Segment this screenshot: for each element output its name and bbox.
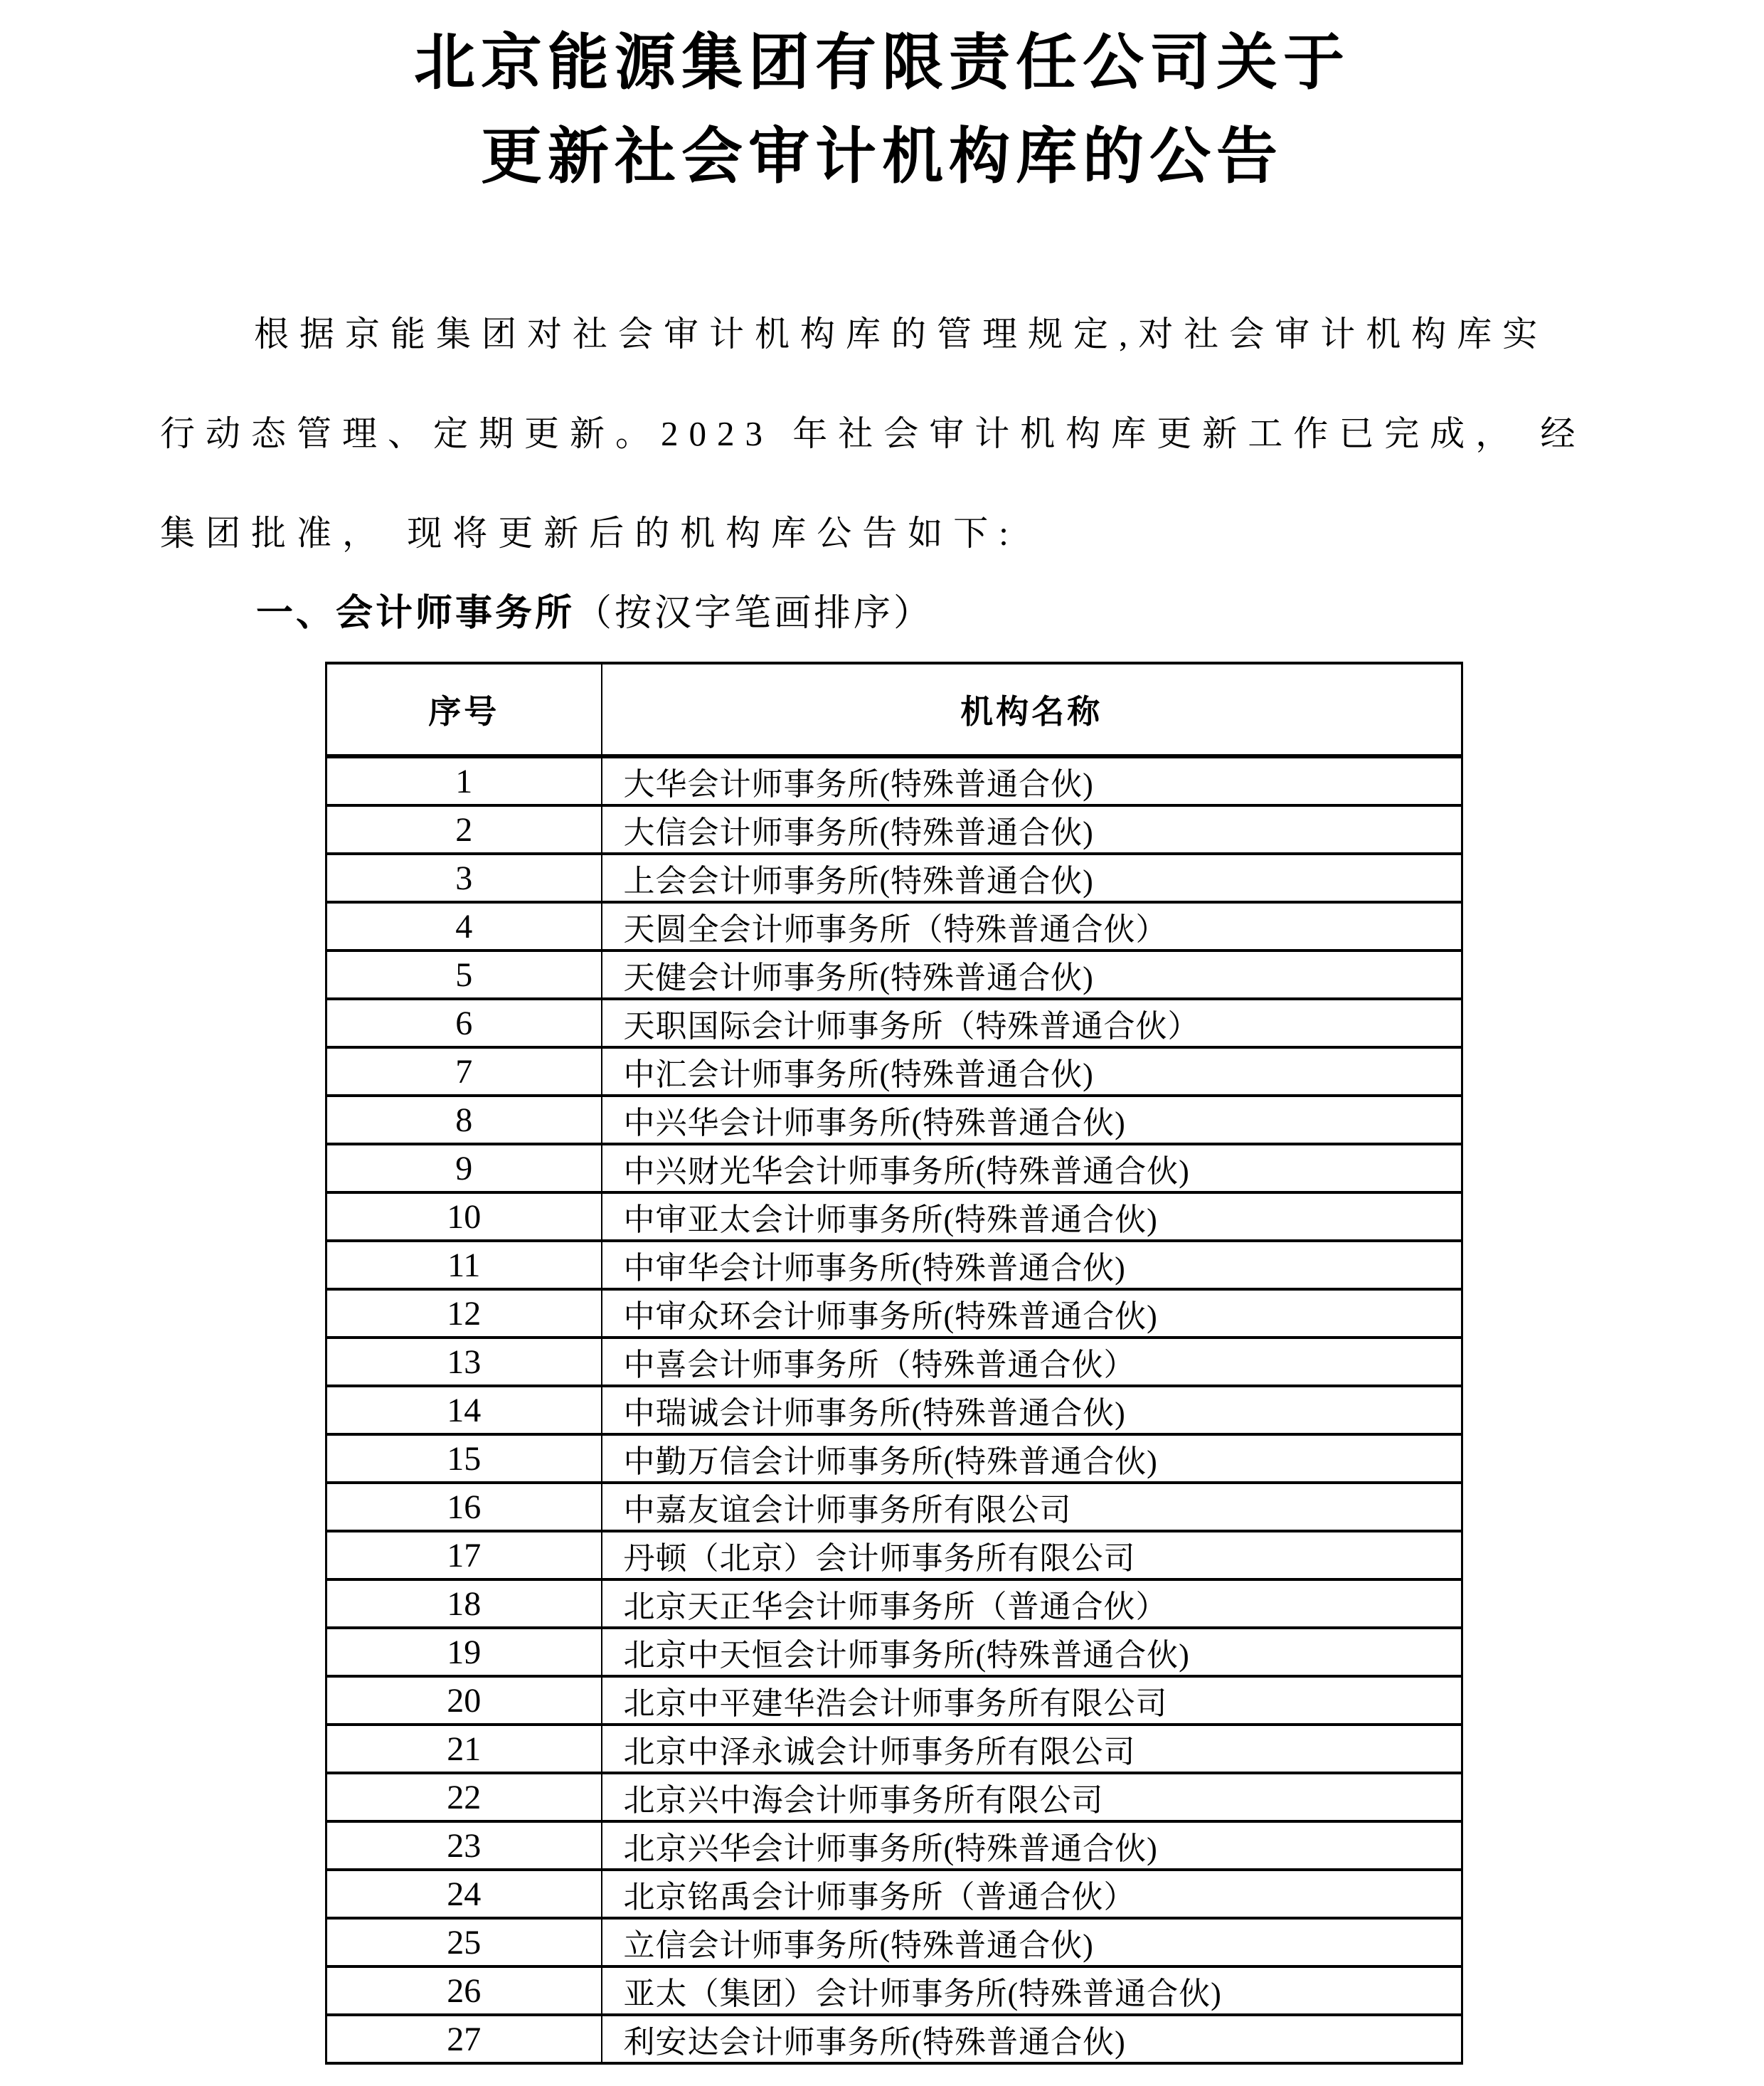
row-number-cell: 1 — [326, 756, 602, 805]
org-name-cell: 中喜会计师事务所（特殊普通合伙） — [602, 1338, 1462, 1386]
section-heading-note: （按汉字笔画排序） — [575, 593, 934, 634]
row-number-cell: 2 — [326, 805, 602, 854]
table-row — [326, 1628, 1462, 1676]
row-number-cell: 22 — [326, 1773, 602, 1821]
table-row — [326, 1192, 1462, 1241]
row-number-cell: 3 — [326, 854, 602, 902]
org-name-cell: 大华会计师事务所(特殊普通合伙) — [602, 756, 1462, 805]
table-row — [326, 999, 1462, 1047]
org-name-cell: 北京中平建华浩会计师事务所有限公司 — [602, 1676, 1462, 1725]
document-title — [0, 16, 1764, 203]
row-number-cell: 14 — [326, 1386, 602, 1434]
section-heading-title: 一、会计师事务所 — [256, 593, 575, 634]
intro-paragraph-line-2: 行动态管理、定期更新。2023 年社会审计机构库更新工作已完成， 经 — [160, 414, 1586, 453]
table-row — [326, 1966, 1462, 2015]
org-name-cell: 中审华会计师事务所(特殊普通合伙) — [602, 1241, 1462, 1289]
row-number-cell: 26 — [326, 1966, 602, 2015]
row-number-cell: 10 — [326, 1192, 602, 1241]
org-name-cell: 天职国际会计师事务所（特殊普通合伙） — [602, 999, 1462, 1047]
intro-paragraph-line-1: 根据京能集团对社会审计机构库的管理规定,对社会审计机构库实 — [254, 314, 1548, 354]
org-name-cell: 利安达会计师事务所(特殊普通合伙) — [602, 2015, 1462, 2063]
org-name-cell: 北京天正华会计师事务所（普通合伙） — [602, 1579, 1462, 1628]
org-name-cell: 北京兴中海会计师事务所有限公司 — [602, 1773, 1462, 1821]
document-title-line-2: 更新社会审计机构库的公告 — [481, 122, 1283, 191]
intro-paragraph — [160, 285, 1625, 583]
org-name-cell: 中汇会计师事务所(特殊普通合伙) — [602, 1047, 1462, 1096]
row-number-cell: 15 — [326, 1434, 602, 1483]
table-row — [326, 1531, 1462, 1579]
table-row — [326, 1096, 1462, 1144]
row-number-cell: 18 — [326, 1579, 602, 1628]
row-number-cell: 25 — [326, 1918, 602, 1966]
audit-firms-table — [325, 662, 1463, 2065]
org-name-cell: 天健会计师事务所(特殊普通合伙) — [602, 951, 1462, 999]
org-name-cell: 亚太（集团）会计师事务所(特殊普通合伙) — [602, 1966, 1462, 2015]
org-name-cell: 丹顿（北京）会计师事务所有限公司 — [602, 1531, 1462, 1579]
table-row — [326, 1047, 1462, 1096]
intro-paragraph-line-3: 集团批准， 现将更新后的机构库公告如下: — [160, 514, 1019, 553]
row-number-cell: 4 — [326, 902, 602, 951]
org-name-cell: 北京兴华会计师事务所(特殊普通合伙) — [602, 1821, 1462, 1870]
table-row — [326, 805, 1462, 854]
table-row — [326, 1386, 1462, 1434]
org-name-cell: 中瑞诚会计师事务所(特殊普通合伙) — [602, 1386, 1462, 1434]
org-name-cell: 上会会计师事务所(特殊普通合伙) — [602, 854, 1462, 902]
table-row — [326, 1483, 1462, 1531]
table-row — [326, 756, 1462, 805]
header-cell-seq-no: 序号 — [326, 663, 602, 756]
table-row — [326, 902, 1462, 951]
org-name-cell: 北京中天恒会计师事务所(特殊普通合伙) — [602, 1628, 1462, 1676]
table-row — [326, 1821, 1462, 1870]
document-title-line-1: 北京能源集团有限责任公司关于 — [414, 28, 1350, 97]
row-number-cell: 24 — [326, 1870, 602, 1918]
table-row — [326, 1241, 1462, 1289]
org-name-cell: 中审亚太会计师事务所(特殊普通合伙) — [602, 1192, 1462, 1241]
row-number-cell: 5 — [326, 951, 602, 999]
row-number-cell: 6 — [326, 999, 602, 1047]
section-heading — [256, 588, 933, 640]
table-body — [326, 756, 1462, 2063]
table-row — [326, 854, 1462, 902]
row-number-cell: 13 — [326, 1338, 602, 1386]
table-row — [326, 951, 1462, 999]
table-row — [326, 1144, 1462, 1192]
org-name-cell: 大信会计师事务所(特殊普通合伙) — [602, 805, 1462, 854]
row-number-cell: 12 — [326, 1289, 602, 1338]
row-number-cell: 19 — [326, 1628, 602, 1676]
org-name-cell: 中审众环会计师事务所(特殊普通合伙) — [602, 1289, 1462, 1338]
org-name-cell: 中兴财光华会计师事务所(特殊普通合伙) — [602, 1144, 1462, 1192]
row-number-cell: 11 — [326, 1241, 602, 1289]
table-header-row — [326, 663, 1462, 756]
row-number-cell: 23 — [326, 1821, 602, 1870]
org-name-cell: 立信会计师事务所(特殊普通合伙) — [602, 1918, 1462, 1966]
org-name-cell: 中嘉友谊会计师事务所有限公司 — [602, 1483, 1462, 1531]
table-row — [326, 1338, 1462, 1386]
table-row — [326, 1870, 1462, 1918]
row-number-cell: 27 — [326, 2015, 602, 2063]
table-row — [326, 1676, 1462, 1725]
row-number-cell: 20 — [326, 1676, 602, 1725]
row-number-cell: 17 — [326, 1531, 602, 1579]
row-number-cell: 8 — [326, 1096, 602, 1144]
org-name-cell: 北京铭禹会计师事务所（普通合伙） — [602, 1870, 1462, 1918]
table-row — [326, 1725, 1462, 1773]
table-row — [326, 1773, 1462, 1821]
table-row — [326, 1289, 1462, 1338]
row-number-cell: 21 — [326, 1725, 602, 1773]
row-number-cell: 9 — [326, 1144, 602, 1192]
org-name-cell: 天圆全会计师事务所（特殊普通合伙） — [602, 902, 1462, 951]
table-row — [326, 1434, 1462, 1483]
table-row — [326, 2015, 1462, 2063]
table-row — [326, 1918, 1462, 1966]
org-name-cell: 中勤万信会计师事务所(特殊普通合伙) — [602, 1434, 1462, 1483]
org-name-cell: 中兴华会计师事务所(特殊普通合伙) — [602, 1096, 1462, 1144]
table-row — [326, 1579, 1462, 1628]
header-cell-org-name: 机构名称 — [602, 663, 1462, 756]
row-number-cell: 16 — [326, 1483, 602, 1531]
org-name-cell: 北京中泽永诚会计师事务所有限公司 — [602, 1725, 1462, 1773]
row-number-cell: 7 — [326, 1047, 602, 1096]
